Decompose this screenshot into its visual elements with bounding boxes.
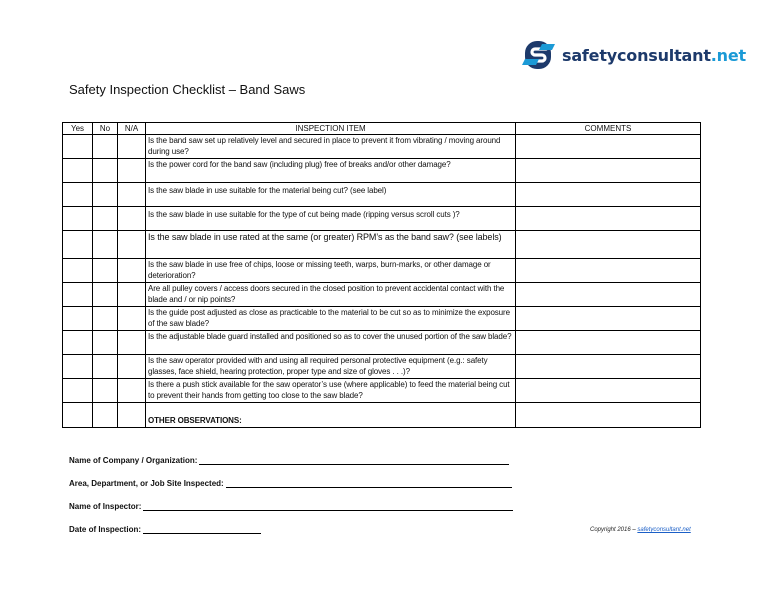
no-checkbox-cell[interactable] [93,159,118,183]
header-no: No [93,123,118,135]
table-row [63,231,701,259]
inspector-field [69,502,513,511]
no-checkbox-cell[interactable] [93,259,118,283]
table-row [63,159,701,183]
table-row [63,259,701,283]
na-checkbox-cell[interactable] [118,207,146,231]
date-label: Date of Inspection: [69,525,142,534]
na-checkbox-cell[interactable] [118,259,146,283]
no-checkbox-cell[interactable] [93,183,118,207]
na-checkbox-cell[interactable] [118,231,146,259]
comment-cell[interactable] [516,331,701,355]
comment-cell[interactable] [516,259,701,283]
na-checkbox-cell[interactable] [118,331,146,355]
no-checkbox-cell[interactable] [93,135,118,159]
yes-checkbox-cell[interactable] [63,259,93,283]
yes-checkbox-cell[interactable] [63,135,93,159]
yes-checkbox-cell[interactable] [63,231,93,259]
logo-text-light: .net [710,45,746,65]
header-na: N/A [118,123,146,135]
na-checkbox-cell[interactable] [118,307,146,331]
inspector-input-line[interactable] [143,502,513,511]
table-row [63,207,701,231]
company-label: Name of Company / Organization: [69,456,198,465]
checklist-table [62,122,701,428]
no-checkbox-cell[interactable] [93,355,118,379]
brand-logo [522,40,746,70]
table-row [63,307,701,331]
yes-checkbox-cell[interactable] [63,183,93,207]
yes-checkbox-cell[interactable] [63,403,93,428]
na-checkbox-cell[interactable] [118,159,146,183]
inspector-label: Name of Inspector: [69,502,142,511]
yes-checkbox-cell[interactable] [63,331,93,355]
inspection-item: Is the saw blade in use suitable for the material being cut? (see label) [146,183,516,207]
comment-cell[interactable] [516,159,701,183]
yes-checkbox-cell[interactable] [63,307,93,331]
no-checkbox-cell[interactable] [93,283,118,307]
na-checkbox-cell[interactable] [118,379,146,403]
yes-checkbox-cell[interactable] [63,355,93,379]
page-title: Safety Inspection Checklist – Band Saws [69,82,306,97]
logo-wordmark [562,46,746,65]
table-row [63,183,701,207]
header-inspection-item: INSPECTION ITEM [146,123,516,135]
no-checkbox-cell[interactable] [93,207,118,231]
header-yes: Yes [63,123,93,135]
logo-mark-icon [522,40,558,70]
yes-checkbox-cell[interactable] [63,283,93,307]
area-field [69,479,512,488]
inspection-item: Is the guide post adjusted as close as practicable to the material to be cut so as to minimize the exposure of the saw blade? [146,307,516,331]
inspection-item: Is the saw blade in use free of chips, loose or missing teeth, warps, burn-marks, or other damage or deterioration? [146,259,516,283]
date-input-line[interactable] [143,525,261,534]
inspection-item: Is there a push stick available for the saw operator’s use (where applicable) to feed the material being cut to prevent their hands from getting too close to the saw blade? [146,379,516,403]
comment-cell[interactable] [516,183,701,207]
logo-text-dark: safetyconsultant [562,45,711,65]
copyright-text: Copyright 2016 – [590,527,638,533]
na-checkbox-cell[interactable] [118,135,146,159]
no-checkbox-cell[interactable] [93,331,118,355]
na-checkbox-cell[interactable] [118,403,146,428]
area-label: Area, Department, or Job Site Inspected: [69,479,224,488]
no-checkbox-cell[interactable] [93,379,118,403]
inspection-item: Is the saw blade in use rated at the same (or greater) RPM’s as the band saw? (see labels) [146,231,516,259]
inspection-item: Is the power cord for the band saw (including plug) free of breaks and/or other damage? [146,159,516,183]
other-observations-label: OTHER OBSERVATIONS: [146,403,516,428]
no-checkbox-cell[interactable] [93,403,118,428]
table-row-other-observations [63,403,701,428]
table-row [63,331,701,355]
comment-cell[interactable] [516,135,701,159]
company-field [69,456,509,465]
copyright-notice [590,527,691,533]
header-comments: COMMENTS [516,123,701,135]
yes-checkbox-cell[interactable] [63,207,93,231]
comment-cell[interactable] [516,307,701,331]
inspection-item: Is the saw operator provided with and using all required personal protective equipment (e.g.: safety glasses, face shield, hearing protection, proper type and size of gloves . . .)? [146,355,516,379]
na-checkbox-cell[interactable] [118,355,146,379]
no-checkbox-cell[interactable] [93,231,118,259]
yes-checkbox-cell[interactable] [63,379,93,403]
copyright-link[interactable]: safetyconsultant.net [637,527,691,533]
table-row [63,355,701,379]
no-checkbox-cell[interactable] [93,307,118,331]
area-input-line[interactable] [226,479,512,488]
inspection-item: Is the adjustable blade guard installed and positioned so as to cover the unused portion of the saw blade? [146,331,516,355]
comment-cell[interactable] [516,283,701,307]
table-header-row [63,123,701,135]
table-row [63,379,701,403]
yes-checkbox-cell[interactable] [63,159,93,183]
inspection-item: Is the saw blade in use suitable for the type of cut being made (ripping versus scroll cuts )? [146,207,516,231]
comment-cell[interactable] [516,403,701,428]
comment-cell[interactable] [516,231,701,259]
date-field [69,525,261,534]
comment-cell[interactable] [516,379,701,403]
comment-cell[interactable] [516,207,701,231]
table-row [63,135,701,159]
company-input-line[interactable] [199,456,509,465]
inspection-item: Is the band saw set up relatively level and secured in place to prevent it from vibrating / moving around during use? [146,135,516,159]
na-checkbox-cell[interactable] [118,283,146,307]
comment-cell[interactable] [516,355,701,379]
table-row [63,283,701,307]
na-checkbox-cell[interactable] [118,183,146,207]
inspection-item: Are all pulley covers / access doors secured in the closed position to prevent accidental contact with the blade and / or nip points? [146,283,516,307]
